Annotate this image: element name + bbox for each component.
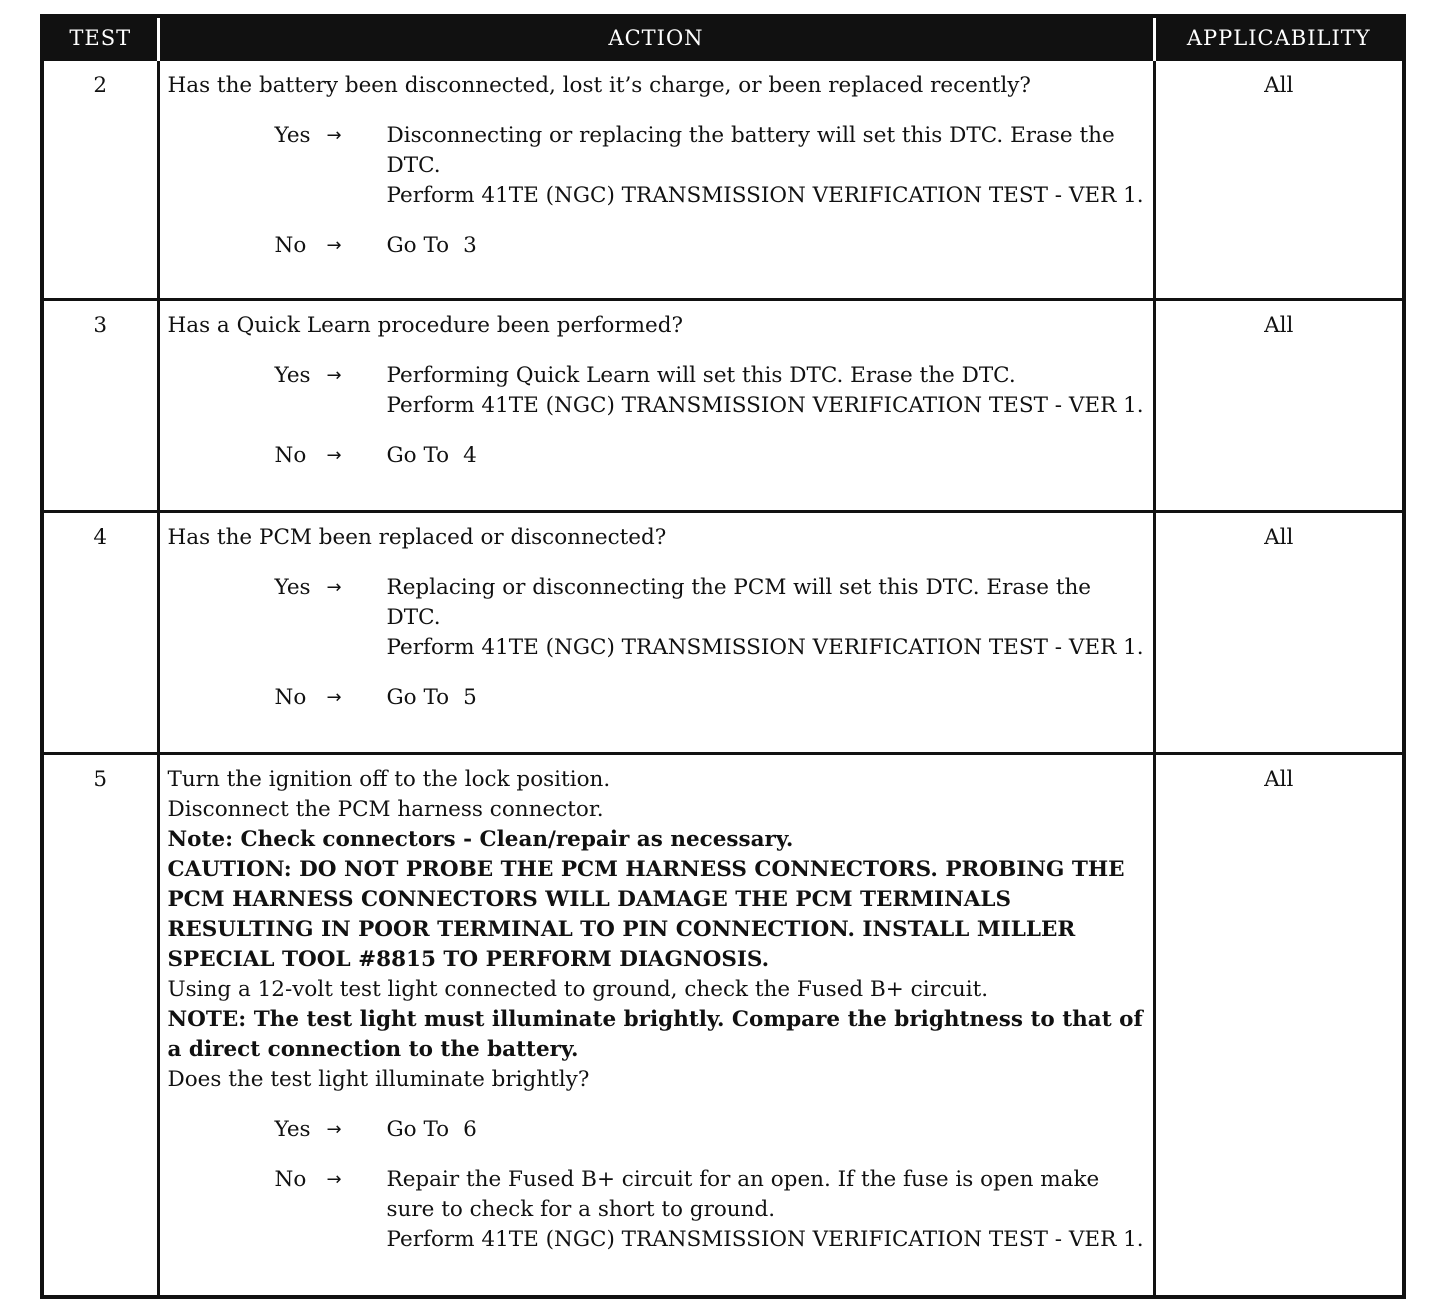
table-row: [42, 60, 1404, 300]
yes-response: [275, 361, 1147, 421]
response-line: Disconnecting or replacing the battery will set this DTC. Erase the DTC.: [386, 123, 1115, 178]
arrow-right-icon: →: [326, 1169, 342, 1190]
yes-label: Yes: [274, 123, 311, 148]
note-text: NOTE: The test light must illuminate brightly. Compare the brightness to that of a direct connection to the battery.: [167, 1007, 1143, 1062]
no-label: No: [274, 443, 307, 468]
test-number: 3: [42, 300, 158, 512]
question-text: Has the PCM been replaced or disconnected?: [167, 525, 667, 550]
response-line: Replacing or disconnecting the PCM will set this DTC. Erase the DTC.: [386, 575, 1092, 630]
table-header-row: [42, 16, 1404, 60]
arrow-right-icon: →: [326, 577, 342, 598]
arrow-right-icon: →: [326, 235, 342, 256]
no-text: [387, 231, 1147, 261]
header-action: ACTION: [158, 16, 1154, 60]
yes-label: Yes: [274, 1117, 311, 1142]
no-label: No: [274, 685, 307, 710]
header-applicability: APPLICABILITY: [1154, 16, 1404, 60]
yes-response: [275, 1115, 1147, 1145]
applicability-value: All: [1154, 754, 1404, 1297]
goto-text: Go To: [386, 233, 450, 258]
table-row: [42, 754, 1404, 1297]
question-text: Has the battery been disconnected, lost it’s charge, or been replaced recently?: [167, 73, 1031, 98]
response-line: Perform 41TE (NGC) TRANSMISSION VERIFICATION TEST - VER 1.: [386, 393, 1144, 418]
instruction-line: Disconnect the PCM harness connector.: [167, 797, 604, 822]
header-test: TEST: [42, 16, 158, 60]
no-response: [275, 441, 1147, 471]
table-row: [42, 300, 1404, 512]
response-line: Perform 41TE (NGC) TRANSMISSION VERIFICATION TEST - VER 1.: [386, 183, 1144, 208]
action-cell: [158, 60, 1154, 300]
note-text: Note: Check connectors - Clean/repair as necessary.: [167, 827, 794, 852]
response-line: Repair the Fused B+ circuit for an open. If the fuse is open make sure to check for a short to ground.: [386, 1167, 1100, 1222]
yes-text: [387, 1115, 1147, 1145]
diagnostic-test-table: [40, 14, 1406, 1299]
no-text: [387, 1165, 1147, 1255]
goto-text: Go To: [386, 1117, 450, 1142]
response-line: Perform 41TE (NGC) TRANSMISSION VERIFICATION TEST - VER 1.: [386, 635, 1144, 660]
table-row: [42, 512, 1404, 754]
action-cell: [158, 300, 1154, 512]
goto-number: 4: [463, 443, 477, 468]
goto-number: 5: [463, 685, 477, 710]
yes-label: Yes: [274, 575, 311, 600]
test-number: 4: [42, 512, 158, 754]
goto-text: Go To: [386, 685, 450, 710]
yes-text: [387, 361, 1147, 421]
no-response: [275, 683, 1147, 713]
goto-text: Go To: [386, 443, 450, 468]
response-line: Perform 41TE (NGC) TRANSMISSION VERIFICATION TEST - VER 1.: [386, 1227, 1144, 1252]
yes-label: Yes: [274, 363, 311, 388]
arrow-right-icon: →: [326, 445, 342, 466]
arrow-right-icon: →: [326, 1119, 342, 1140]
no-text: [387, 683, 1147, 713]
responses: [168, 1115, 1147, 1255]
goto-number: 3: [463, 233, 477, 258]
response-line: Performing Quick Learn will set this DTC. Erase the DTC.: [386, 363, 1016, 388]
action-cell: [158, 754, 1154, 1297]
arrow-right-icon: →: [326, 365, 342, 386]
no-response: [275, 1165, 1147, 1255]
no-label: No: [274, 1167, 307, 1192]
responses: [168, 361, 1147, 471]
yes-response: [275, 121, 1147, 211]
no-response: [275, 231, 1147, 261]
test-number: 2: [42, 60, 158, 300]
arrow-right-icon: →: [326, 687, 342, 708]
action-cell: [158, 512, 1154, 754]
responses: [168, 573, 1147, 713]
question-text: Does the test light illuminate brightly?: [167, 1067, 590, 1092]
test-number: 5: [42, 754, 158, 1297]
applicability-value: All: [1154, 300, 1404, 512]
instruction-line: Using a 12-volt test light connected to ground, check the Fused B+ circuit.: [167, 977, 989, 1002]
goto-number: 6: [463, 1117, 477, 1142]
caution-text: CAUTION: DO NOT PROBE THE PCM HARNESS CONNECTORS. PROBING THE PCM HARNESS CONNECTORS WILL DAMAGE THE PCM TERMINALS RESULTING IN POOR TERMINAL TO PIN CONNECTION. INSTALL MILLER SPECIAL TOOL #8815 TO PERFORM DIAGNOSIS.: [167, 857, 1125, 972]
responses: [168, 121, 1147, 261]
applicability-value: All: [1154, 60, 1404, 300]
yes-text: [387, 121, 1147, 211]
question-text: Has a Quick Learn procedure been performed?: [167, 313, 684, 338]
no-text: [387, 441, 1147, 471]
instruction-line: Turn the ignition off to the lock position.: [167, 767, 611, 792]
applicability-value: All: [1154, 512, 1404, 754]
no-label: No: [274, 233, 307, 258]
yes-text: [387, 573, 1147, 663]
arrow-right-icon: →: [326, 125, 342, 146]
yes-response: [275, 573, 1147, 663]
